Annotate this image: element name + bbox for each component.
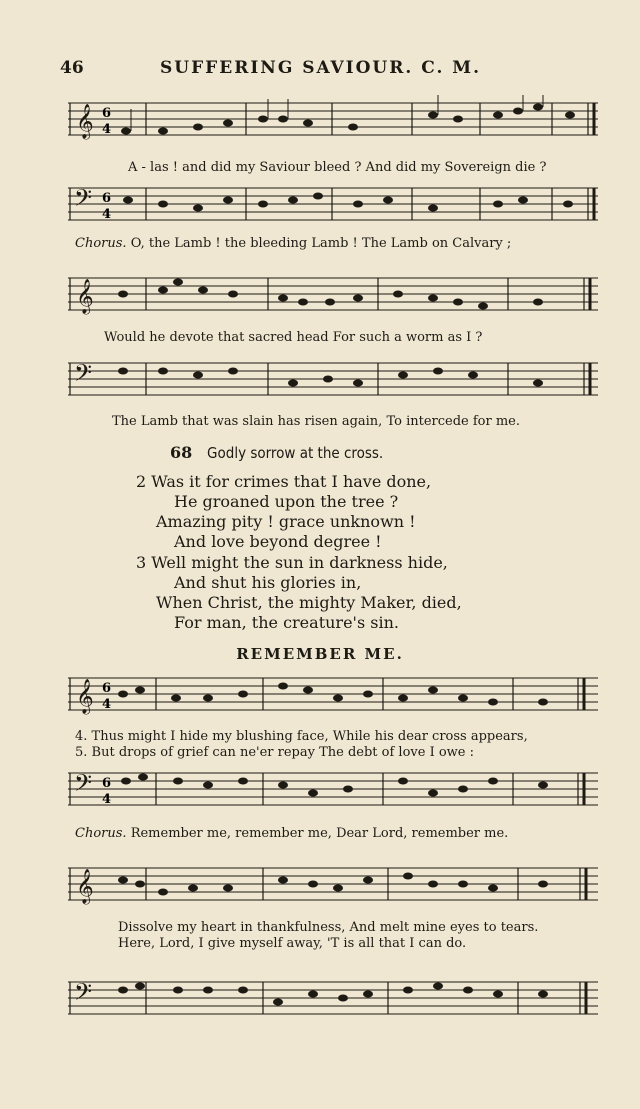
- svg-text:4: 4: [102, 207, 112, 222]
- svg-text:𝄞: 𝄞: [76, 869, 94, 904]
- chorus-label: Chorus.: [75, 826, 127, 841]
- svg-text:6: 6: [102, 191, 112, 206]
- svg-text:𝄢: 𝄢: [74, 359, 93, 392]
- svg-text:𝄢: 𝄢: [74, 978, 93, 1011]
- hymn-number: 68: [170, 443, 193, 462]
- lyric-line: Here, Lord, I give myself away, 'T is all that I can do.: [118, 936, 467, 951]
- music-staff-bass-2: [68, 355, 600, 411]
- music-staff-treble-4: [68, 860, 600, 916]
- svg-text:6: 6: [102, 681, 112, 696]
- svg-text:4: 4: [102, 792, 112, 807]
- verse-line: And shut his glories in,: [174, 573, 362, 592]
- lyric-line: A - las ! and did my Saviour bleed ? And did my Sovereign die ?: [128, 160, 547, 175]
- svg-text:𝄞: 𝄞: [76, 279, 94, 314]
- hymn-heading: [170, 443, 383, 462]
- music-staff-treble-1: [68, 95, 600, 151]
- chorus-line: The Lamb that was slain has risen again, To intercede for me.: [112, 414, 520, 429]
- lyric-line: 4. Thus might I hide my blushing face, While his dear cross appears,: [75, 729, 528, 744]
- verse-3: [136, 553, 462, 633]
- verse-line: He groaned upon the tree ?: [174, 492, 399, 511]
- chorus-line: [75, 826, 508, 841]
- hymn-subtitle: Godly sorrow at the cross.: [207, 444, 384, 462]
- page-number: 46: [60, 58, 84, 78]
- svg-text:𝄢: 𝄢: [74, 184, 93, 217]
- svg-text:𝄢: 𝄢: [74, 769, 93, 802]
- svg-text:4: 4: [102, 122, 112, 137]
- verse-line: Amazing pity ! grace unknown !: [156, 512, 416, 531]
- svg-text:𝄞: 𝄞: [76, 104, 94, 139]
- music-staff-treble-2: [68, 270, 600, 326]
- music-staff-bass-3: [68, 765, 600, 821]
- music-staff-bass-1: [68, 180, 600, 236]
- lyric-line: Would he devote that sacred head For such a worm as I ?: [104, 330, 483, 345]
- lyric-line: 5. But drops of grief can ne'er repay The debt of love I owe :: [75, 745, 474, 760]
- music-staff-bass-4: [68, 960, 600, 1030]
- svg-text:6: 6: [102, 776, 112, 791]
- page-header: [60, 58, 600, 84]
- lyric-line: O, the Lamb ! the bleeding Lamb ! The Lamb on Calvary ;: [130, 236, 512, 251]
- svg-text:6: 6: [102, 106, 112, 121]
- song-title: REMEMBER ME.: [236, 645, 404, 663]
- chorus-line: [75, 236, 511, 251]
- hymn-title: SUFFERING SAVIOUR. C. M.: [160, 58, 482, 78]
- svg-text:4: 4: [102, 697, 112, 712]
- verse-line: 3 Well might the sun in darkness hide,: [136, 553, 448, 572]
- lyric-line: Dissolve my heart in thankfulness, And melt mine eyes to tears.: [118, 920, 539, 935]
- verse-line: When Christ, the mighty Maker, died,: [156, 593, 462, 612]
- chorus-label: Chorus.: [75, 236, 127, 251]
- music-staff-treble-3: [68, 670, 600, 726]
- verse-line: And love beyond degree !: [174, 532, 382, 551]
- verse-line: For man, the creature's sin.: [174, 613, 399, 632]
- verse-2: [136, 472, 431, 552]
- svg-text:𝄞: 𝄞: [76, 679, 94, 714]
- verse-line: 2 Was it for crimes that I have done,: [136, 472, 432, 491]
- lyric-line: Remember me, remember me, Dear Lord, remember me.: [130, 826, 509, 841]
